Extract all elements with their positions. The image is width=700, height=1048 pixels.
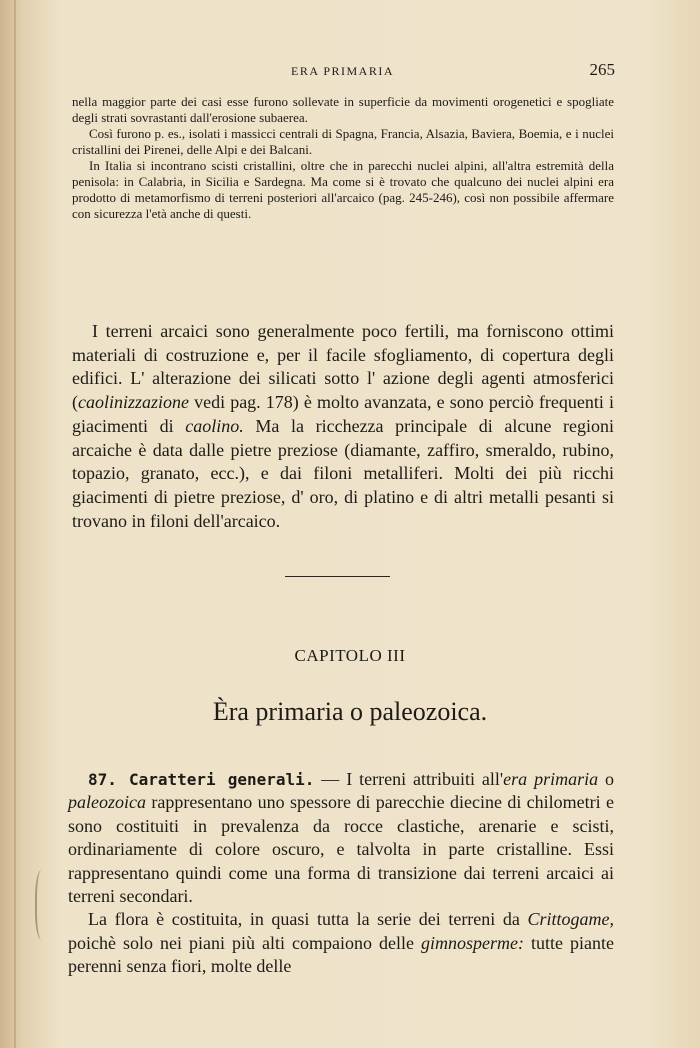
- body-paragraph: [72, 320, 614, 533]
- small-paragraph-3: In Italia si incontrano scisti cristallini, oltre che in parecchi nuclei alpini, all'altra estremità della penisola: in Calabria, in Sicilia e Sardegna. Ma come si è trovato che qualcuno dei nuclei alpini era prodotto di metamorfismo di terreni posteriori all'arcaico (pag. 245-246), così non possibile affermare con sicurezza l'età anche di questi.: [72, 158, 614, 221]
- margin-stain: [35, 870, 51, 940]
- small-paragraph-2: Così furono p. es., isolati i massicci centrali di Spagna, Francia, Alsazia, Baviera, Boemia, e i nuclei cristallini dei Pirenei, delle Alpi e dei Balcani.: [72, 126, 614, 157]
- small-print-block: [72, 94, 614, 222]
- section-text-span: rappresentano uno spessore di parecchie diecine di chilometri e sono costituiti in prevalenza da rocce clastiche, arenarie e scisti, ordinariamente di colore oscuro, e talvolta in parte cristalline. Essi rappresentano quindi come una forma di transizione dai terreni arcaici ai terreni secondari.: [68, 792, 614, 907]
- page-number: 265: [589, 60, 615, 79]
- section-italic-term: gimnosperme:: [421, 932, 524, 953]
- small-paragraph-1: nella maggior parte dei casi esse furono sollevate in superficie da movimenti orogenetici e spogliate degli strati sovrastanti dall'erosione subaerea.: [72, 94, 614, 125]
- body-italic-term: caolinizzazione: [78, 392, 189, 413]
- section-italic-term: Crittogame,: [527, 909, 614, 930]
- body-text-span: vedi pag. 178) è molto avanzata, e sono perciò frequenti i giacimenti di: [72, 392, 614, 436]
- chapter-label: CAPITOLO III: [294, 646, 406, 665]
- page-gutter-line: [14, 0, 16, 1048]
- section-paragraph-1: [68, 768, 614, 908]
- body-italic-term: caolino.: [185, 415, 244, 436]
- section-text-span: o: [598, 769, 614, 789]
- section-text-span: poichè solo nei piani più alti compaiono delle: [68, 932, 422, 953]
- section-italic-term: era primaria: [503, 769, 599, 789]
- section-text-span: — I terreni attribuiti all': [314, 769, 504, 789]
- section-text-span: La flora è costituita, in quasi tutta la serie dei terreni da: [88, 909, 528, 930]
- section-text-block: [68, 768, 614, 979]
- section-text-span: tutte piante perenni senza fiori, molte delle: [68, 932, 614, 977]
- body-text-span: I terreni arcaici sono generalmente poco fertili, ma forniscono ottimi materiali di costruzione e, per il facile sfogliamento, di copertura degli edifici. L' alterazione dei silicati sotto l' azione degli agenti atmosferici (: [72, 321, 614, 413]
- chapter-title: Èra primaria o paleozoica.: [212, 697, 488, 726]
- page-header: [70, 60, 615, 80]
- body-text-span: Ma la ricchezza principale di alcune regioni arcaiche è data dalle pietre preziose (diamante, zaffiro, smeraldo, rubino, topazio, granato, ecc.), e dai filoni metalliferi. Molti dei più ricchi giacimenti di pietre preziose, d' oro, di platino e di altri metalli pesanti si trovano in filoni dell'arcaico.: [72, 415, 614, 531]
- section-divider: [285, 576, 390, 577]
- running-head: ERA PRIMARIA: [290, 64, 394, 78]
- section-heading: 87. Caratteri generali.: [88, 770, 315, 789]
- body-text-block: [72, 320, 614, 533]
- section-italic-term: paleozoica: [68, 792, 146, 813]
- section-paragraph-2: [68, 908, 614, 978]
